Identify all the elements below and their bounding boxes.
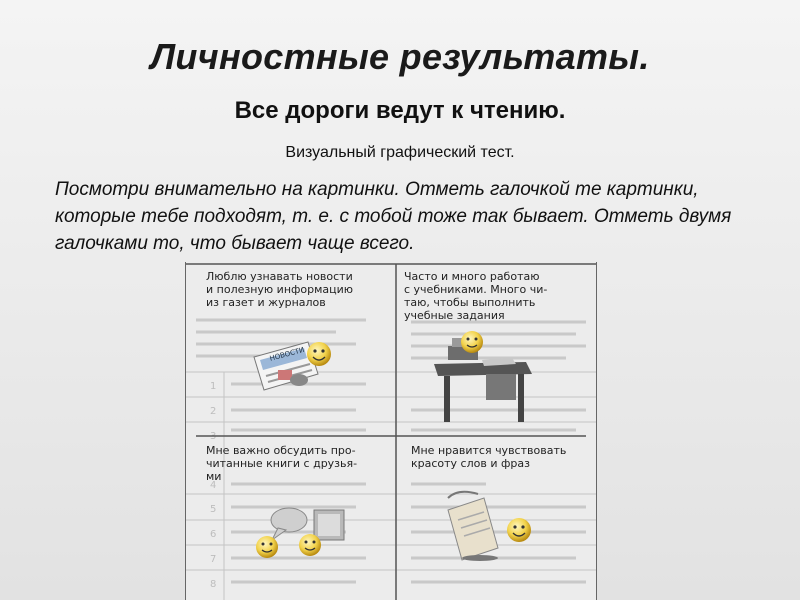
svg-text:НОВОСТИ: НОВОСТИ xyxy=(268,345,306,363)
smiley-icon xyxy=(507,518,531,542)
instruction-text: Посмотри внимательно на картинки. Отметь галочкой те картинки, которые тебе подходят, т. е. с тобой тоже так бывает. Отметь двумя галочками то, что бывает чаще всего. xyxy=(55,179,732,254)
background-row-numbers xyxy=(210,381,216,590)
svg-text:5: 5 xyxy=(210,504,217,515)
svg-text:2: 2 xyxy=(210,406,217,417)
svg-text:1: 1 xyxy=(210,381,217,392)
slide-subtitle: Все дороги ведут к чтению. xyxy=(234,97,566,124)
svg-text:4: 4 xyxy=(210,480,217,491)
slide-title: Личностные результаты. xyxy=(150,36,650,77)
svg-text:3: 3 xyxy=(210,431,217,442)
background-table-lines xyxy=(186,372,596,600)
worksheet-caption-news: Люблю узнавать новости и полезную информацию из газет и журналов xyxy=(206,270,354,309)
smiley-icon xyxy=(307,342,331,366)
worksheet-caption-textbooks: Часто и много работаю с учебниками. Много чи- таю, чтобы выполнить учебные задания xyxy=(404,270,548,322)
svg-text:6: 6 xyxy=(210,529,217,540)
worksheet-caption-beauty: Мне нравится чувствовать красоту слов и фраз xyxy=(411,444,567,470)
svg-text:7: 7 xyxy=(210,554,217,565)
worksheet-image xyxy=(185,262,597,600)
worksheet-caption-discuss: Мне важно обсудить про- читанные книги с друзья- ми xyxy=(206,444,358,483)
svg-text:8: 8 xyxy=(210,579,217,590)
scroll-quill-picture xyxy=(448,492,498,561)
smiley-icon xyxy=(461,331,483,353)
test-label: Визуальный графический тест. xyxy=(285,144,515,161)
